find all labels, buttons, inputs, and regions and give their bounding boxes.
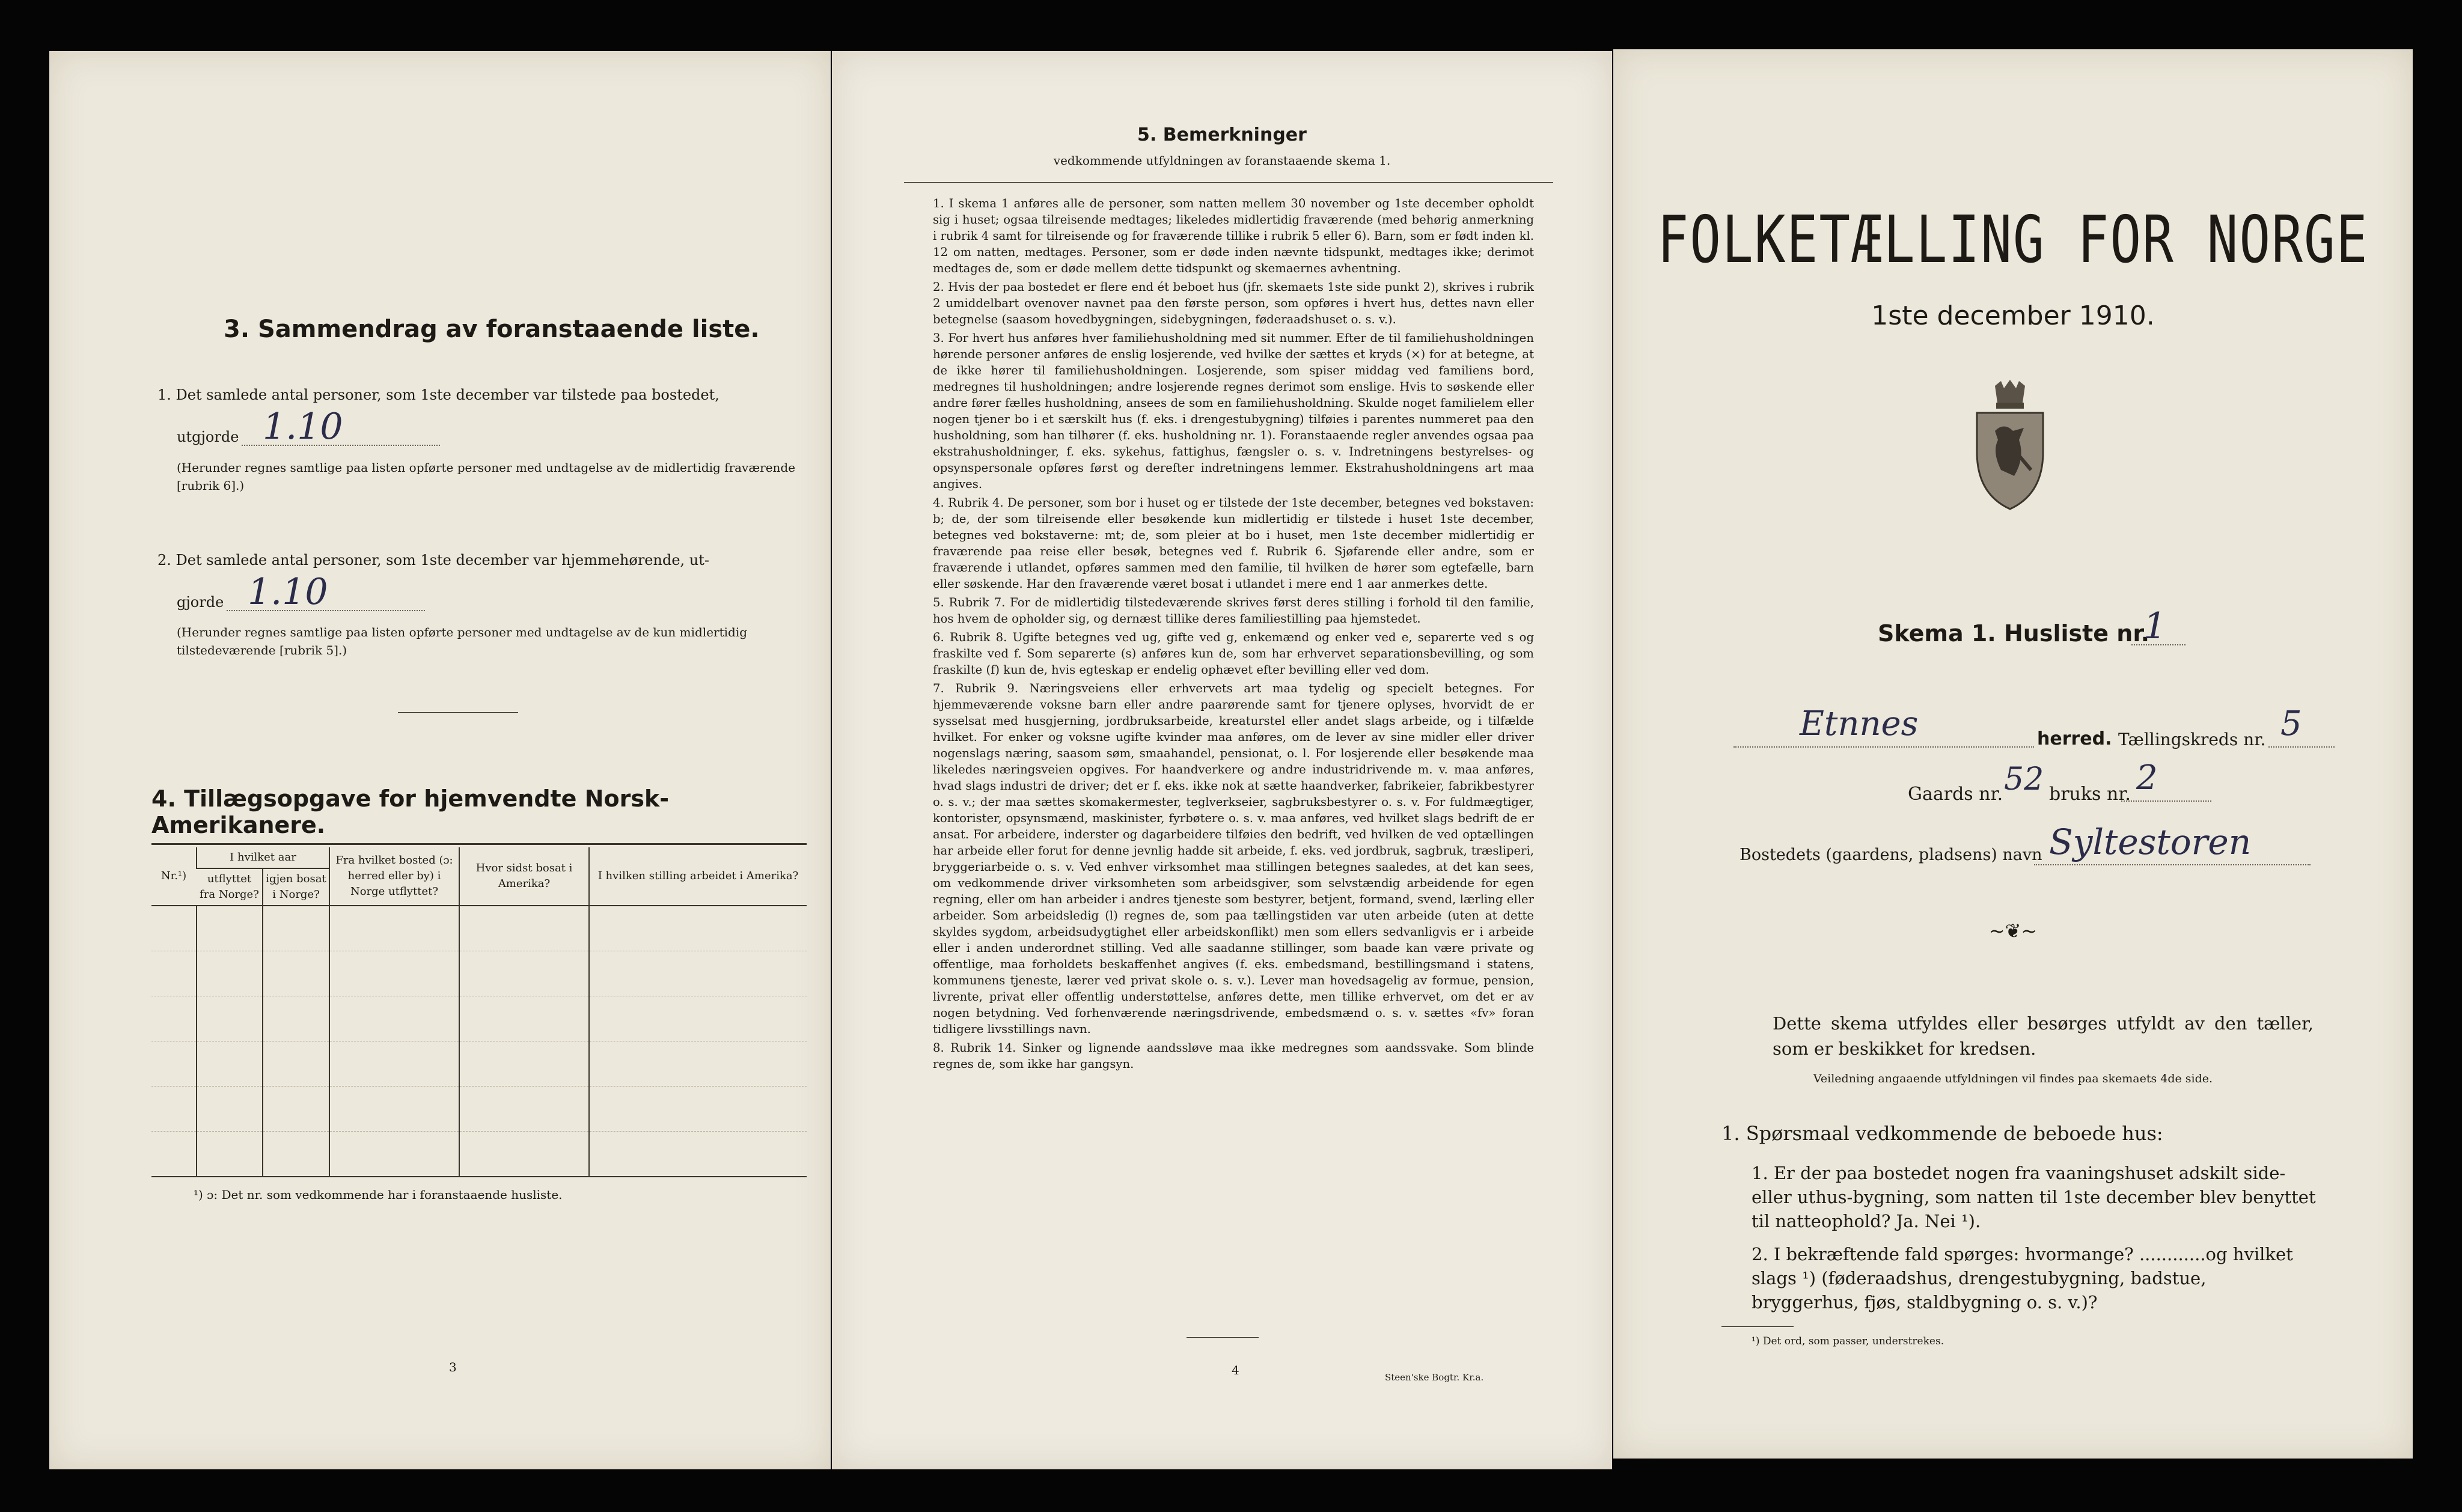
page-left: [49, 51, 831, 1469]
remark-item-4: 4. Rubrik 4. De personer, som bor i huset og er tilstede der 1ste december, betegnes ved bokstaven: b; de, der som tilreisende eller besøkende kun midlertidig er tilstede i huset 1ste december, betegnes ved bokstaverne: mt; de, som pleier at bo i huset, men 1ste december midlertidig er fraværende paa reise eller besøk, betegnes ved f. Rubrik 6. Sjøfarende eller andre, som er fraværende i utlandet, opføres sammen med den familie, til hvilken de hører som egtefælle, barn eller søskende. Har den fraværende været bosat i utlandet i mere end 1 aar anmerkes dette.: [933, 496, 1534, 591]
remark-item-8: 8. Rubrik 14. Sinker og lignende aandssløve maa ikke medregnes som aandssvake. Som blinde regnes de, som ikke har gangsyn.: [933, 1041, 1534, 1071]
bruks-fill-line: [2121, 800, 2211, 802]
bruks-value: 2: [2136, 758, 2158, 797]
remark-item-6: 6. Rubrik 8. Ugifte betegnes ved ug, gifte ved g, enkemænd og enker ved e, separerte ved s og fraskilte ved f. Som separerte (s) anføres kun de, som har erhvervet separationsbevilling, og som fraskilte (f) kun de, hvis egteskap er endelig ophævet efter bevilling eller ved dom.: [933, 630, 1534, 677]
bosted-value: Syltestoren: [2049, 822, 2252, 862]
col-last-america: Hvor sidst bosat i Amerika?: [459, 847, 589, 906]
question-1: 1. Er der paa bostedet nogen fra vaaningshuset adskilt side- eller uthus-bygning, som natten til 1ste december blev benyttet til natteophold? Ja. Nei ¹).: [1752, 1163, 2316, 1231]
remarks-list: [933, 195, 1534, 1075]
item-1-utgjorde: utgjorde: [177, 428, 239, 445]
item-1-fill-line: [242, 445, 440, 446]
footnote-rule: [1721, 1326, 1794, 1327]
page-middle: [832, 51, 1612, 1469]
table-row: [151, 1087, 807, 1132]
divider: [1187, 1337, 1259, 1338]
col-occupation: I hvilken stilling arbeidet i Amerika?: [589, 847, 807, 906]
ornament-icon: ~❦~: [1988, 919, 2038, 942]
remark-item-5: 5. Rubrik 7. For de midlertidig tilstedeværende skrives først deres stilling i forhold til den familie, hos hvem de opholder sig, og dernæst tillike deres familiestilling paa hjemstedet.: [933, 596, 1534, 626]
section-3-title: 3. Sammendrag av foranstaaende liste.: [224, 316, 760, 343]
item-1-note: (Herunder regnes samtlige paa listen opførte personer med undtagelse av de midlertidig fraværende [rubrik 6].): [177, 460, 796, 493]
bosted-fill-line: [2034, 864, 2311, 865]
table-row: [151, 1041, 807, 1087]
page-number: 3: [449, 1360, 457, 1374]
census-date: 1ste december 1910.: [1871, 300, 2155, 331]
bruks-label: bruks nr.: [2049, 784, 2131, 805]
col-group-year: I hvilket aar: [197, 847, 329, 868]
footnote: ¹) Det ord, som passer, understrekes.: [1752, 1335, 1944, 1347]
kreds-label: Tællingskreds nr.: [2118, 730, 2266, 749]
col-returned: igjen bosat i Norge?: [263, 868, 329, 906]
husliste-number: 1: [2143, 605, 2167, 647]
norsk-amerikanere-table: [151, 847, 807, 1177]
remark-item-3: 3. For hvert hus anføres hver familiehusholdning med sit nummer. Efter de til familiehusholdningen hørende personer anføres de enslig losjerende, ved hvilke der sættes et kryds (×) for at betegne, at de ikke hører til familiehusholdningen. Losjerende, som spiser middag ved familiens bord, medregnes til husholdningen; andre losjerende regnes derimot som enslige. Hvis to søskende eller andre fører fælles husholdning, ansees de som en familiehusholdning. Skulde noget familielem eller nogen tjener bo i et særskilt hus (f. eks. i drengestubygning) tilføies i parentes nummeret paa den husholdning, som han tilhører (f. eks. husholdning nr. 1). Foranstaaende regler anvendes ogsaa paa ekstrahusholdninger, f. eks. sykehus, fattighus, fængsler o. s. v. Indretningens bestyrelses- og opsynspersonale opføres først og derefter indretningens lemmer. Ekstrahusholdningens art maa angives.: [933, 331, 1534, 491]
coat-of-arms-icon: [1971, 380, 2049, 514]
item-2-note: (Herunder regnes samtlige paa listen opførte personer med undtagelse av de kun midlertidig tilstedeværende [rubrik 5].): [177, 625, 748, 657]
intro-text: Dette skema utfyldes eller besørges utfyldt av den tæller, som er beskikket for kredsen.: [1773, 1013, 2314, 1059]
intro-note: Veiledning angaaende utfyldningen vil findes paa skemaets 4de side.: [1813, 1072, 2213, 1085]
table-row: [151, 1132, 807, 1177]
remarks-subtitle: vedkommende utfyldningen av foranstaaende skema 1.: [1053, 153, 1391, 168]
husliste-fill-line: [2131, 644, 2186, 645]
item-2-fill-line: [227, 610, 425, 611]
gaards-label: Gaards nr.: [1908, 784, 2003, 805]
remark-item-2: 2. Hvis der paa bostedet er flere end ét beboet hus (jfr. skemaets 1ste side punkt 2), skrives i rubrik 2 umiddelbart ovenover navnet paa den første person, som opføres i hvert hus, dettes navn eller betegnelse (saasom hovedbygningen, sidebygningen, føderaadshuset o. s. v.).: [933, 280, 1534, 326]
footnote: ¹) ɔ: Det nr. som vedkommende har i foranstaaende husliste.: [194, 1187, 563, 1202]
page-right: [1613, 49, 2413, 1459]
col-nr: Nr.¹): [151, 847, 197, 906]
item-2-gjorde: gjorde: [177, 594, 224, 611]
schema-label: Skema 1. Husliste nr.: [1878, 620, 2150, 647]
col-emigrated: utflyttet fra Norge?: [197, 868, 263, 906]
kreds-value: 5: [2280, 704, 2302, 743]
question-2: 2. I bekræftende fald spørges: hvormange? ............og hvilket slags ¹) (føderaadshus, drengestubygning, badstue, bryggerhus, fjøs, staldbygning o. s. v.)?: [1752, 1244, 2293, 1312]
printer-mark: Steen'ske Bogtr. Kr.a.: [1385, 1372, 1484, 1383]
kreds-fill-line: [2268, 746, 2335, 748]
table-top-rule: [151, 843, 807, 845]
section-4-title: 4. Tillægsopgave for hjemvendte Norsk-Amerikanere.: [151, 785, 669, 838]
item-1-handwritten-value: 1.10: [263, 406, 343, 448]
remarks-title: 5. Bemerkninger: [1137, 124, 1307, 145]
table-row: [151, 996, 807, 1041]
herred-label: herred.: [2037, 728, 2112, 749]
divider: [398, 712, 518, 713]
remarks-top-rule: [904, 182, 1553, 183]
bosted-label: Bostedets (gaardens, pladsens) navn: [1740, 846, 2042, 864]
page-number: 4: [1232, 1363, 1239, 1377]
gaards-value: 52: [2004, 761, 2044, 797]
questions-title: 1. Spørsmaal vedkommende de beboede hus:: [1721, 1122, 2163, 1145]
item-2-text: 2. Det samlede antal personer, som 1ste december var hjemmehørende, ut-: [157, 552, 709, 569]
remark-item-1: 1. I skema 1 anføres alle de personer, som natten mellem 30 november og 1ste december opholdt sig i huset; ogsaa tilreisende medtages; likeledes midlertidig fraværende (med behørig anmerkning i rubrik 4 samt for tilreisende og for fraværende tillike i rubrik 5 eller 6). Barn, som er født inden kl. 12 om natten, medtages. Personer, som er døde inden nævnte tidspunkt, medtages ikke; derimot medtages de, som er døde mellem dette tidspunkt og skemaernes avhentning.: [933, 197, 1535, 275]
col-from-place: Fra hvilket bosted (ɔ: herred eller by) i Norge utflyttet?: [329, 847, 459, 906]
table-row: [151, 951, 807, 996]
herred-fill-line: [1733, 746, 2034, 748]
item-2-handwritten-value: 1.10: [248, 571, 328, 613]
table-row: [151, 906, 807, 951]
remark-item-7: 7. Rubrik 9. Næringsveiens eller erhvervets art maa tydelig og specielt betegnes. For hjemmeværende voksne barn eller andre paarørende samt for tjenere oplyses, hvorvidt de er sysselsat med husgjerning, jordbruksarbeide, kreaturstel eller andet slags arbeide, og i tilfælde hvilket. For enker og voksne ugifte kvinder maa anføres, om de lever av sine midler eller driver nogenslags næring, saasom søm, smaahandel, pensionat, o. l. For losjerende eller besøkende maa likeledes næringsveien opgives. For haandverkere og andre industridrivende m. v. maa anføres, hvad slags industri de driver; det er f. eks. ikke nok at sætte haandverker, fabrikeier, fabrikbestyrer o. s. v.; der maa sættes skomakermester, teglverkseier, sagbruksbestyrer o. s. v. For fuldmægtiger, kontorister, opsynsmænd, maskinister, fyrbøtere o. s. v. maa anføres, ved hvilket slags bedrift de er ansat. For arbeidere, inderster og dagarbeidere tilføies den bedrift, ved hvilken de ved optællingen har arbeide eller forut for denne jevnlig hadde sit arbeide, f. eks. ved jordbruk, sagbruk, træsliperi, bryggeriarbeide o. s. v. Ved enhver virksomhet maa stillingen betegnes saaledes, at det kan sees, om vedkommende driver virksomheten som arbeidsgiver, som selvstændig arbeidende for egen regning, eller om han arbeider i andres tjeneste som bestyrer, betjent, formand, svend, lærling eller arbeider. Som arbeidsledig (l) regnes de, som paa tællingstiden var uten arbeide (uten at dette skyldes sygdom, arbeidsudygtighet eller arbeidskonflikt) men som ellers sedvanligvis er i arbeide eller i anden underordnet stilling. Ved alle saadanne stillinger, som baade kan være private og offentlige, maa forholdets beskaffenhet angives (f. eks. embedsmand, bestillingsmand i statens, kommunens tjeneste, lærer ved privat skole o. s. v.). Lever man hovedsagelig av formue, pension, livrente, privat eller offentlig understøttelse, anføres dette, men tillike erhvervet, om det er av nogen betydning. Ved forhenværende næringsdrivende, embedsmænd o. s. v. sættes «fv» foran tidligere livsstillings navn.: [933, 681, 1534, 1036]
item-1-text: 1. Det samlede antal personer, som 1ste december var tilstede paa bostedet,: [157, 386, 719, 403]
herred-value: Etnnes: [1800, 704, 1919, 743]
main-title: FOLKETÆLLING FOR NORGE: [1657, 203, 2369, 278]
